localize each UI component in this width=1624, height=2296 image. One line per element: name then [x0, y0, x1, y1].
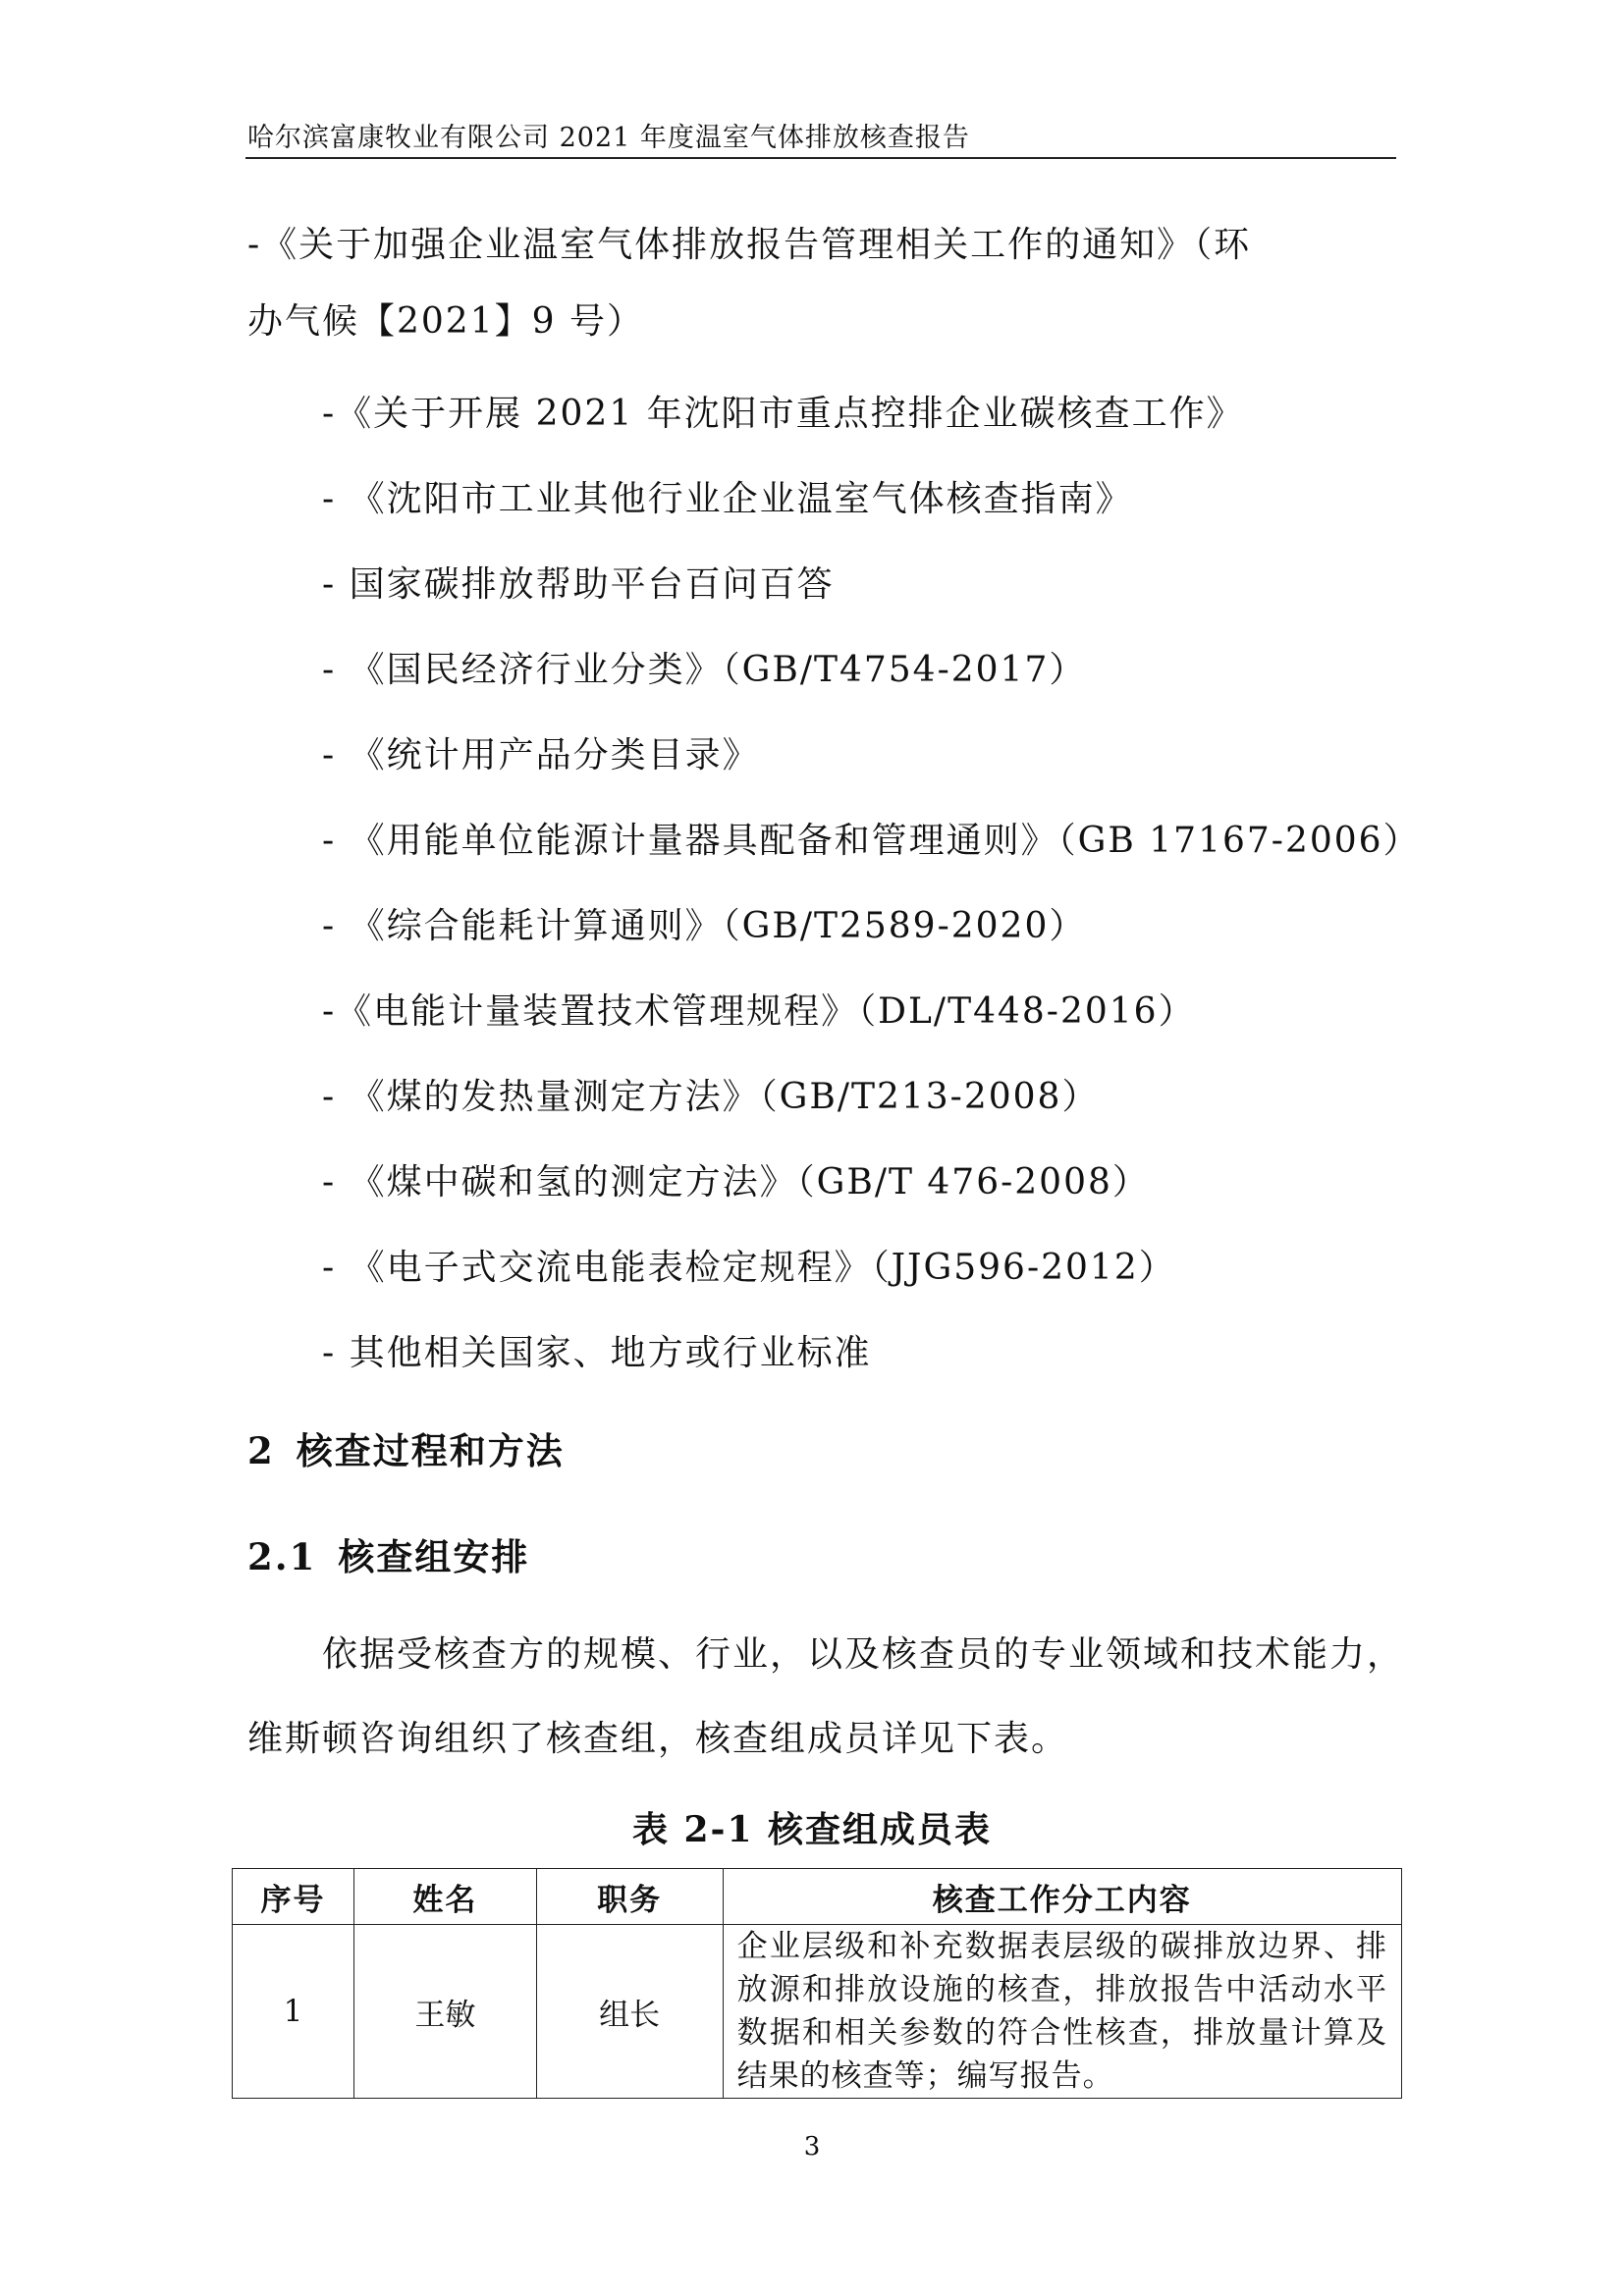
reference-item: -《关于加强企业温室气体排放报告管理相关工作的通知》（环: [247, 225, 1252, 265]
members-table: [232, 1868, 1402, 2099]
column-header: 姓名: [353, 1869, 536, 1925]
reference-item: - 其他相关国家、地方或行业标准: [322, 1333, 872, 1373]
reference-item: -《电能计量装置技术管理规程》（DL/T448-2016）: [322, 991, 1196, 1032]
reference-item: - 《沈阳市工业其他行业企业温室气体核查指南》: [322, 479, 1133, 519]
table-header-row: [233, 1869, 1402, 1925]
paragraph-line: 依据受核查方的规模、行业，以及核查员的专业领域和技术能力，: [322, 1634, 1405, 1675]
column-header: 序号: [233, 1869, 354, 1925]
reference-item: - 《用能单位能源计量器具配备和管理通则》（GB 17167-2006）: [322, 821, 1421, 861]
member-duties: 企业层级和补充数据表层级的碳排放边界、排放源和排放设施的核查，排放报告中活动水平数据和相关参数的符合性核查，排放量计算及结果的核查等；编写报告。: [723, 1925, 1401, 2099]
paragraph-line: 维斯顿咨询组织了核查组，核查组成员详见下表。: [247, 1719, 1069, 1759]
page-number: 3: [803, 2132, 821, 2162]
section-heading-2: [247, 1421, 565, 1474]
table-caption: 表 2-1 核查组成员表: [631, 1809, 993, 1850]
section-number: 2: [247, 1429, 275, 1472]
column-header: 职务: [536, 1869, 723, 1925]
reference-item: - 《煤的发热量测定方法》（GB/T213-2008）: [322, 1077, 1100, 1117]
reference-item: - 《煤中碳和氢的测定方法》（GB/T 476-2008）: [322, 1162, 1150, 1202]
column-header: 核查工作分工内容: [723, 1869, 1401, 1925]
reference-item: - 《电子式交流电能表检定规程》（JJG596-2012）: [322, 1248, 1176, 1288]
reference-item: 办气候【2021】9 号）: [247, 301, 644, 342]
reference-item: - 《国民经济行业分类》（GB/T4754-2017）: [322, 650, 1087, 690]
reference-item: - 国家碳排放帮助平台百问百答: [322, 564, 835, 605]
header-divider: [245, 157, 1396, 159]
table-row: [233, 1925, 1402, 2099]
section-heading-2-1: [247, 1527, 529, 1580]
member-role: 组长: [536, 1925, 723, 2099]
reference-item: - 《综合能耗计算通则》（GB/T2589-2020）: [322, 906, 1087, 946]
section-number: 2.1: [247, 1535, 317, 1578]
row-index: 1: [233, 1925, 354, 2099]
section-title: 核查过程和方法: [296, 1429, 565, 1472]
section-title: 核查组安排: [338, 1535, 530, 1578]
header-title: 哈尔滨富康牧业有限公司 2021 年度温室气体排放核查报告: [247, 123, 970, 153]
reference-item: - 《统计用产品分类目录》: [322, 735, 760, 775]
reference-item: -《关于开展 2021 年沈阳市重点控排企业碳核查工作》: [322, 394, 1244, 434]
member-name: 王敏: [353, 1925, 536, 2099]
